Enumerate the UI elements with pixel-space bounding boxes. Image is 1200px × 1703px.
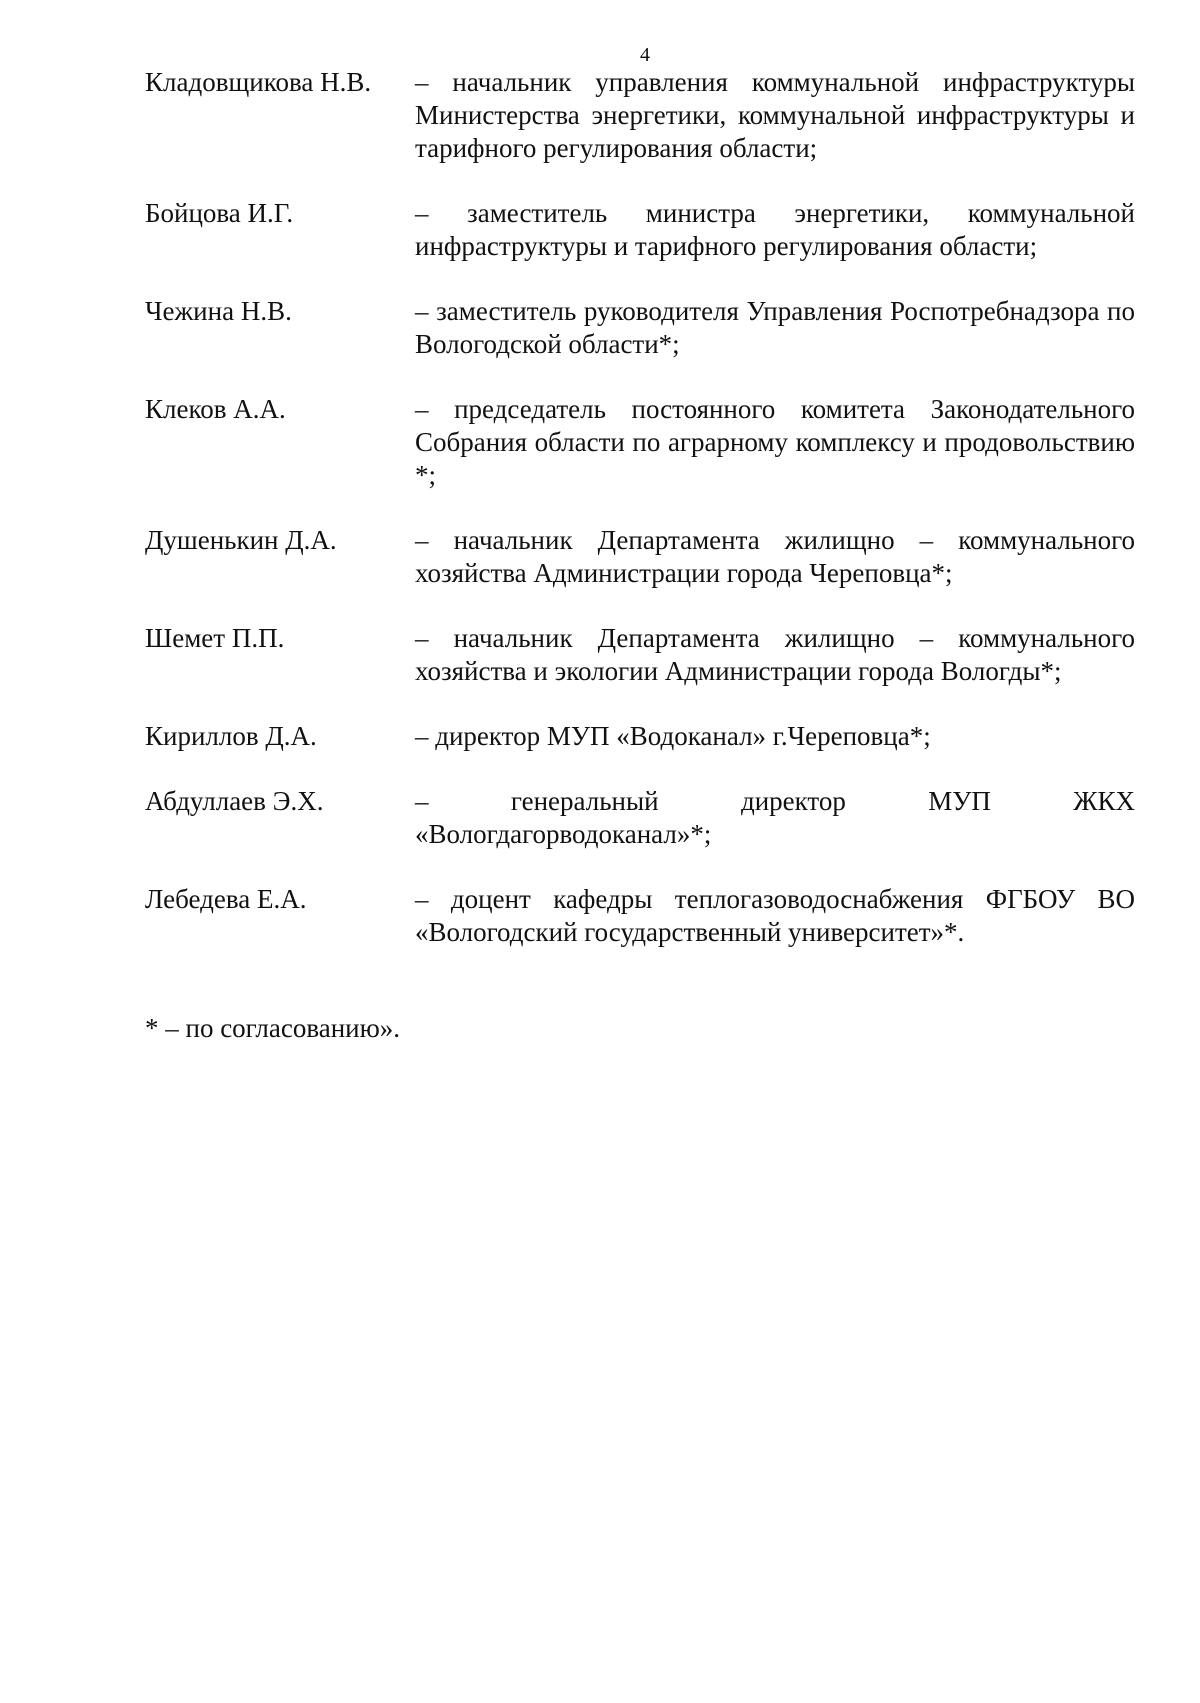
member-entry <box>145 393 1135 492</box>
member-name: Клеков А.А. <box>145 394 286 424</box>
member-name: Чежина Н.В. <box>145 296 292 326</box>
members-list <box>145 66 1135 981</box>
member-entry <box>145 197 1135 263</box>
member-role: – председатель постоянного комитета Законодательного Собрания области по аграрному комплексу и продовольствию *; <box>415 394 1135 490</box>
member-name: Душенькин Д.А. <box>145 525 337 555</box>
member-name: Шемет П.П. <box>145 623 285 653</box>
member-name: Кладовщикова Н.В. <box>145 67 372 97</box>
member-entry <box>145 524 1135 590</box>
member-entry <box>145 295 1135 361</box>
member-entry <box>145 883 1135 949</box>
member-name: Абдуллаев Э.Х. <box>145 786 324 816</box>
page-number: 4 <box>640 44 650 66</box>
member-name: Лебедева Е.А. <box>145 884 307 914</box>
footnote: * – по согласованию». <box>145 1013 401 1043</box>
member-entry <box>145 622 1135 688</box>
member-entry <box>145 66 1135 165</box>
member-name: Кириллов Д.А. <box>145 721 317 751</box>
member-role: – начальник управления коммунальной инфраструктуры Министерства энергетики, коммунальной инфраструктуры и тарифного регулирования области; <box>415 67 1135 163</box>
member-role: – директор МУП «Водоканал» г.Череповца*; <box>415 721 931 751</box>
member-role: – генеральный директор МУП ЖКХ «Вологдагорводоканал»*; <box>415 786 1135 849</box>
member-role: – начальник Департамента жилищно – коммунального хозяйства Администрации города Череповца*; <box>415 525 1135 588</box>
member-role: – заместитель министра энергетики, коммунальной инфраструктуры и тарифного регулирования области; <box>415 198 1135 261</box>
member-name: Бойцова И.Г. <box>145 198 294 228</box>
member-entry <box>145 785 1135 851</box>
member-entry <box>145 720 1135 753</box>
member-role: – доцент кафедры теплогазоводоснабжения ФГБОУ ВО «Вологодский государственный университет»*. <box>415 884 1135 947</box>
member-role: – начальник Департамента жилищно – коммунального хозяйства и экологии Администрации города Вологды*; <box>415 623 1135 686</box>
member-role: – заместитель руководителя Управления Роспотребнадзора по Вологодской области*; <box>415 296 1135 359</box>
